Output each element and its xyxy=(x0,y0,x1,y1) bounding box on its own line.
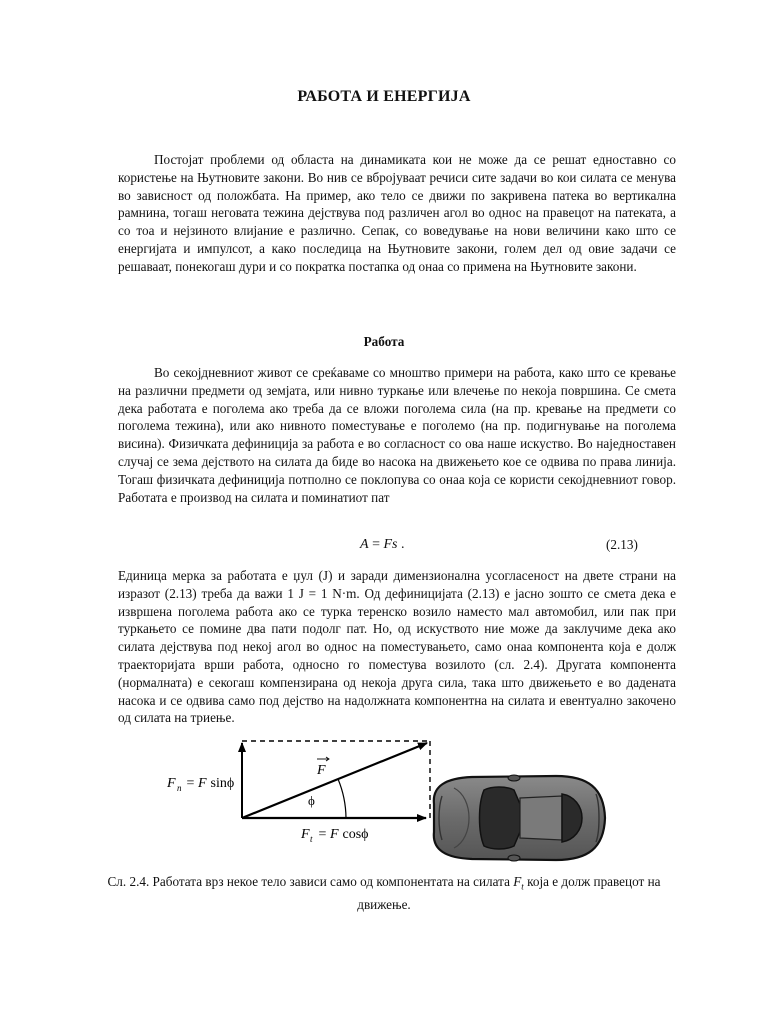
force-vector-arrow xyxy=(242,743,427,818)
svg-text:=: = xyxy=(315,827,330,842)
svg-text:F: F xyxy=(301,827,310,842)
force-diagram xyxy=(150,732,630,872)
force-figure xyxy=(150,732,630,872)
force-label xyxy=(316,757,329,778)
unit-paragraph: Единица мерка за работата е џул (J) и заради димензионална усогласеност на двете страни на изразот (2.13) треба да важи 1 J = 1 N·m. Од дефиницијата (2.13) е јасно зошто се смета дека е извршена поголема работа ако се турка теренско возило наместо мал автомобил, или пак при туркањето се помине два пати подолг пат. Но, од искуството ние може да заклучиме дека ако силата дејствува под некој агол во однос на поместувањето, само онаа компонента која е долж траекторијата врши работа, односно го поместува возилото (сл. 2.4). Другата компонента (нормалната) е секогаш компензирана од некоја друга сила, така што движењето е во дадената насока и се одвива само под дејство на надолжната компонентна на силата и евентуално закочено од силата на триење. xyxy=(118,568,676,726)
svg-text:=: = xyxy=(183,776,198,791)
caption-text: Сл. 2.4. Работата врз некое тело зависи само од компонентата на силата xyxy=(107,874,514,889)
equation-lhs: A xyxy=(360,537,369,552)
angle-label: ϕ xyxy=(308,793,315,808)
normal-component-label xyxy=(166,776,234,793)
equation-equals: = xyxy=(368,537,384,552)
caption-suffix: која е долж правецот на движење. xyxy=(357,874,661,912)
angle-arc xyxy=(338,779,346,818)
force-symbol: F xyxy=(317,763,326,778)
svg-text:F: F xyxy=(198,776,207,791)
svg-text:n: n xyxy=(177,783,182,793)
svg-text:F: F xyxy=(330,827,339,842)
svg-text:t: t xyxy=(310,834,313,844)
work-paragraph: Во секојдневниот живот се среќаваме со мноштво примери на работа, како што се кревање на различни предмети од земјата, или нивно туркање или влечење по некоја површина. Се смета дека работата е поголема ако треба да се вложи поголема сила (на пр. кревање на предмети со поголема тежина), или ако нивното поместување е поголемо (на пр. подигнување на поголема висина). Физичката дефиниција за работа е во согласност со ова наше искуство. Во наједноставен случај се зема дејството на силата да биде во насока на движењето кое се одвива по права линија. Тогаш физичката дефиниција потполно се поклопува со онаа која се користи секојдневниот говор. Работата е производ на силата и поминатиот пат xyxy=(118,365,676,505)
equation-number: (2.13) xyxy=(606,537,638,552)
svg-text:sinϕ: sinϕ xyxy=(207,776,235,791)
caption-symbol: F xyxy=(513,874,522,889)
svg-text:F: F xyxy=(167,776,176,791)
intro-paragraph: Постојат проблеми од областа на динамиката кои не може да се решат едноставно со користење на Њутновите закони. Во нив се вбројуваат речиси сите задачи во кои силата се менува во зависност од положбата. На пример, ако тело се движи по закривена патека во вертикална рамнина, тогаш неговата тежина дејствува под различен агол во однос на правецот на патеката, а со тоа и нејзиното влијание е различно. Сепак, со воведување на нови величини како што се енергијата и импулсот, а како последица на Њутновите закони, голем дел од овие задачи се решаваат, понекогаш дури и со пократка постапка од онаа со примена на Њутновите закони. xyxy=(118,152,676,274)
work-equation xyxy=(360,537,404,553)
caption-subscript: t xyxy=(521,881,524,892)
tangential-component-label xyxy=(300,827,369,844)
page-title: РАБОТА И ЕНЕРГИЈА xyxy=(297,88,471,105)
equation-dot: . xyxy=(397,537,405,552)
car-illustration xyxy=(434,775,605,861)
equation-rhs: Fs xyxy=(383,537,398,552)
section-heading: Работа xyxy=(363,334,405,349)
svg-text:cosϕ: cosϕ xyxy=(339,827,369,842)
figure-caption xyxy=(90,873,678,914)
